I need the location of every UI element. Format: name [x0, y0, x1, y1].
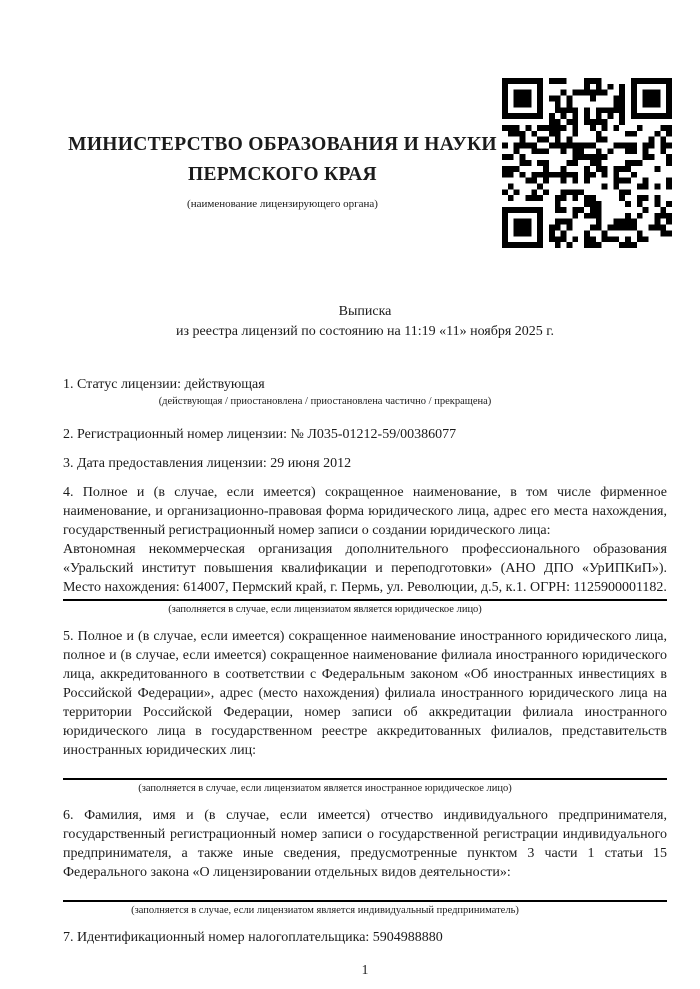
item-registration-number — [63, 425, 667, 444]
item-individual-entrepreneur — [63, 806, 667, 918]
licensing-authority-name — [63, 130, 502, 211]
item-license-date — [63, 454, 667, 473]
document-header — [0, 0, 700, 248]
qr-code-icon — [502, 78, 672, 248]
license-status-options-caption: (действующая / приостановлена / приостановлена частично / прекращена) — [158, 396, 492, 407]
taxpayer-number-text: 7. Идентификационный номер налогоплательщика: 5904988880 — [63, 930, 443, 945]
page-number: 1 — [361, 962, 369, 977]
item-foreign-entity — [63, 627, 667, 796]
document-title — [0, 302, 700, 342]
fill-line-divider — [63, 778, 667, 780]
individual-entrepreneur-label: 6. Фамилия, имя и (в случае, если имеется) отчество индивидуального предпринимателя, государственный регистрационный номер записи о государственной регистрации индивидуального предпринимателя, а также иные сведения, предусмотренные пунктом 3 части 1 статьи 15 Федерального закона «О лицензировании отдельных видов деятельности»: — [63, 808, 667, 880]
items-list — [0, 375, 700, 947]
license-date-text: 3. Дата предоставления лицензии: 29 июня 2012 — [63, 456, 352, 471]
fill-line-divider — [63, 900, 667, 902]
title-line1: Выписка — [338, 304, 392, 319]
registration-number-text: 2. Регистрационный номер лицензии: № Л035-01212-59/00386077 — [63, 427, 457, 442]
org-name-caption: (наименование лицензирующего органа) — [187, 198, 378, 210]
legal-entity-caption: (заполняется в случае, если лицензиатом является юридическое лицо) — [168, 604, 482, 615]
title-line2: из реестра лицензий по состоянию на 11:19 «11» ноября 2025 г. — [176, 324, 554, 339]
item-taxpayer-number — [63, 928, 667, 947]
foreign-entity-label: 5. Полное и (в случае, если имеется) сокращенное наименование иностранного юридического лица, полное и (в случае, если имеется) сокращенное наименование филиала иностранного юридического лица, аккредитованного в соответствии с Федеральным законом «Об иностранных инвестициях в Российской Федерации», адрес (место нахождения) филиала иностранного юридического лица на территории Российской Федерации, номер записи об аккредитации филиала иностранного юридического лица в государственном реестре аккредитованных филиалов, представительств иностранных юридических лиц: — [63, 629, 667, 758]
license-status-text: 1. Статус лицензии: действующая — [63, 377, 265, 392]
legal-entity-value: Автономная некоммерческая организация дополнительного профессионального образования «Уральский институт повышения квалификации и переподготовки» (АНО ДПО «УрИПКиП»). Место нахождения: 614007, Пермский край, г. Пермь, ул. Революции, д.5, к.1. ОГРН: 1125900001182. — [63, 542, 667, 595]
individual-entrepreneur-caption: (заполняется в случае, если лицензиатом является индивидуальный предприниматель) — [131, 905, 519, 916]
fill-line-divider — [63, 599, 667, 601]
legal-entity-label: 4. Полное и (в случае, если имеется) сокращенное наименование, в том числе фирменное наименование, и организационно-правовая форма юридического лица, адрес его места нахождения, государственный регистрационный номер записи о создании юридического лица: — [63, 485, 667, 538]
foreign-entity-caption: (заполняется в случае, если лицензиатом является иностранное юридическое лицо) — [138, 783, 512, 794]
item-license-status — [63, 375, 667, 409]
org-name-line1: МИНИСТЕРСТВО ОБРАЗОВАНИЯ И НАУКИ — [68, 134, 497, 155]
item-legal-entity — [63, 483, 667, 617]
org-name-line2: ПЕРМСКОГО КРАЯ — [188, 164, 377, 185]
